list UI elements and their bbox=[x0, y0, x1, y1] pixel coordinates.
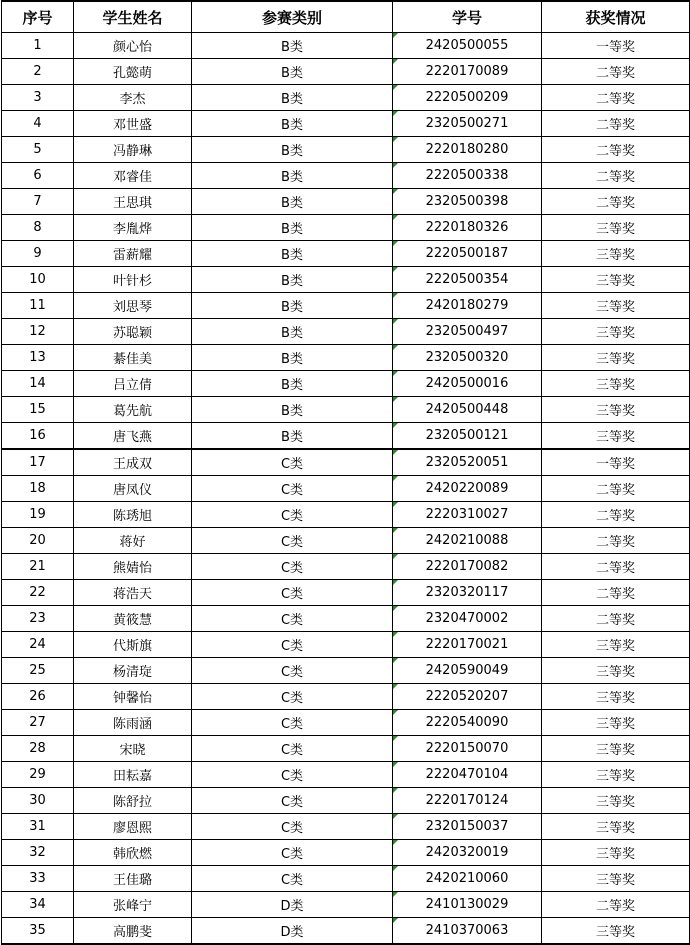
table-row bbox=[2, 371, 690, 397]
cell-index: 35 bbox=[2, 918, 74, 945]
cell-student-id: 2320500271 bbox=[393, 111, 542, 137]
cell-award: 二等奖 bbox=[542, 892, 690, 918]
cell-award: 三等奖 bbox=[542, 866, 690, 892]
cell-student-name: 葛先航 bbox=[74, 397, 192, 423]
cell-student-id: 2220170082 bbox=[393, 554, 542, 580]
cell-index: 9 bbox=[2, 241, 74, 267]
cell-student-name: 代斯旗 bbox=[74, 632, 192, 658]
cell-student-name: 陈舒拉 bbox=[74, 788, 192, 814]
header-row bbox=[2, 1, 690, 33]
cell-category: B类 bbox=[192, 423, 393, 450]
cell-student-id: 2220500354 bbox=[393, 267, 542, 293]
cell-category: B类 bbox=[192, 267, 393, 293]
cell-student-name: 李胤烨 bbox=[74, 215, 192, 241]
table-row bbox=[2, 710, 690, 736]
cell-category: B类 bbox=[192, 33, 393, 59]
cell-index: 24 bbox=[2, 632, 74, 658]
cell-category: B类 bbox=[192, 189, 393, 215]
cell-award: 三等奖 bbox=[542, 918, 690, 945]
table-row bbox=[2, 788, 690, 814]
cell-index: 32 bbox=[2, 840, 74, 866]
cell-award: 二等奖 bbox=[542, 85, 690, 111]
cell-category: C类 bbox=[192, 840, 393, 866]
table-row bbox=[2, 345, 690, 371]
header-award: 获奖情况 bbox=[542, 1, 690, 33]
cell-award: 三等奖 bbox=[542, 710, 690, 736]
cell-student-id: 2220470104 bbox=[393, 762, 542, 788]
cell-student-name: 冯静琳 bbox=[74, 137, 192, 163]
cell-student-id: 2220170124 bbox=[393, 788, 542, 814]
cell-student-id: 2320500320 bbox=[393, 345, 542, 371]
table-row bbox=[2, 215, 690, 241]
cell-student-id: 2220180280 bbox=[393, 137, 542, 163]
cell-category: D类 bbox=[192, 892, 393, 918]
award-table bbox=[1, 0, 690, 945]
cell-student-name: 孔懿萌 bbox=[74, 59, 192, 85]
table-row bbox=[2, 397, 690, 423]
cell-index: 8 bbox=[2, 215, 74, 241]
table-row bbox=[2, 606, 690, 632]
cell-index: 31 bbox=[2, 814, 74, 840]
table-row bbox=[2, 684, 690, 710]
cell-award: 三等奖 bbox=[542, 788, 690, 814]
cell-student-name: 王思琪 bbox=[74, 189, 192, 215]
header-student-id: 学号 bbox=[393, 1, 542, 33]
cell-category: C类 bbox=[192, 866, 393, 892]
cell-category: B类 bbox=[192, 397, 393, 423]
table-row bbox=[2, 892, 690, 918]
cell-index: 27 bbox=[2, 710, 74, 736]
cell-index: 12 bbox=[2, 319, 74, 345]
cell-index: 7 bbox=[2, 189, 74, 215]
table-row bbox=[2, 319, 690, 345]
cell-index: 26 bbox=[2, 684, 74, 710]
cell-student-name: 邓睿佳 bbox=[74, 163, 192, 189]
cell-category: C类 bbox=[192, 814, 393, 840]
cell-award: 三等奖 bbox=[542, 658, 690, 684]
cell-index: 16 bbox=[2, 423, 74, 450]
cell-student-name: 张峰宁 bbox=[74, 892, 192, 918]
cell-student-name: 唐飞燕 bbox=[74, 423, 192, 450]
cell-category: C类 bbox=[192, 684, 393, 710]
cell-index: 25 bbox=[2, 658, 74, 684]
cell-category: C类 bbox=[192, 554, 393, 580]
cell-award: 二等奖 bbox=[542, 528, 690, 554]
cell-award: 三等奖 bbox=[542, 762, 690, 788]
cell-award: 三等奖 bbox=[542, 241, 690, 267]
cell-student-id: 2220520207 bbox=[393, 684, 542, 710]
cell-student-id: 2220150070 bbox=[393, 736, 542, 762]
cell-category: B类 bbox=[192, 85, 393, 111]
cell-category: C类 bbox=[192, 762, 393, 788]
table-row bbox=[2, 918, 690, 945]
cell-student-name: 田耘嘉 bbox=[74, 762, 192, 788]
cell-student-id: 2320320117 bbox=[393, 580, 542, 606]
cell-student-name: 王佳璐 bbox=[74, 866, 192, 892]
table-row bbox=[2, 85, 690, 111]
cell-student-id: 2420500448 bbox=[393, 397, 542, 423]
cell-index: 1 bbox=[2, 33, 74, 59]
cell-student-id: 2320500121 bbox=[393, 423, 542, 450]
cell-student-name: 苏聪颖 bbox=[74, 319, 192, 345]
cell-award: 三等奖 bbox=[542, 684, 690, 710]
cell-category: C类 bbox=[192, 632, 393, 658]
table-row bbox=[2, 449, 690, 476]
cell-award: 三等奖 bbox=[542, 632, 690, 658]
cell-award: 三等奖 bbox=[542, 215, 690, 241]
cell-index: 19 bbox=[2, 502, 74, 528]
cell-student-id: 2320150037 bbox=[393, 814, 542, 840]
table-row bbox=[2, 423, 690, 450]
cell-award: 三等奖 bbox=[542, 397, 690, 423]
cell-student-id: 2320500398 bbox=[393, 189, 542, 215]
cell-student-name: 颜心怡 bbox=[74, 33, 192, 59]
cell-award: 三等奖 bbox=[542, 423, 690, 450]
cell-student-name: 雷薪耀 bbox=[74, 241, 192, 267]
cell-category: B类 bbox=[192, 371, 393, 397]
cell-student-name: 黄筱慧 bbox=[74, 606, 192, 632]
cell-category: C类 bbox=[192, 736, 393, 762]
table-row bbox=[2, 502, 690, 528]
cell-award: 二等奖 bbox=[542, 554, 690, 580]
cell-student-name: 刘思琴 bbox=[74, 293, 192, 319]
cell-student-name: 陈琇旭 bbox=[74, 502, 192, 528]
cell-index: 28 bbox=[2, 736, 74, 762]
cell-award: 三等奖 bbox=[542, 319, 690, 345]
table-row bbox=[2, 293, 690, 319]
cell-index: 18 bbox=[2, 476, 74, 502]
cell-student-name: 陈雨涵 bbox=[74, 710, 192, 736]
cell-student-id: 2420500016 bbox=[393, 371, 542, 397]
cell-category: B类 bbox=[192, 241, 393, 267]
cell-student-name: 杨清琁 bbox=[74, 658, 192, 684]
table-row bbox=[2, 476, 690, 502]
cell-student-name: 宋晓 bbox=[74, 736, 192, 762]
cell-award: 二等奖 bbox=[542, 606, 690, 632]
cell-student-name: 蒋好 bbox=[74, 528, 192, 554]
cell-award: 三等奖 bbox=[542, 267, 690, 293]
cell-student-name: 钟馨怡 bbox=[74, 684, 192, 710]
cell-student-id: 2420210088 bbox=[393, 528, 542, 554]
table-row bbox=[2, 762, 690, 788]
cell-award: 二等奖 bbox=[542, 476, 690, 502]
cell-student-name: 綦佳美 bbox=[74, 345, 192, 371]
cell-index: 23 bbox=[2, 606, 74, 632]
cell-award: 一等奖 bbox=[542, 33, 690, 59]
cell-index: 5 bbox=[2, 137, 74, 163]
cell-index: 20 bbox=[2, 528, 74, 554]
cell-student-name: 邓世盛 bbox=[74, 111, 192, 137]
cell-award: 三等奖 bbox=[542, 345, 690, 371]
cell-award: 二等奖 bbox=[542, 59, 690, 85]
cell-student-id: 2220310027 bbox=[393, 502, 542, 528]
cell-student-id: 2410370063 bbox=[393, 918, 542, 945]
cell-student-name: 韩欣燃 bbox=[74, 840, 192, 866]
cell-student-id: 2320520051 bbox=[393, 449, 542, 476]
cell-index: 22 bbox=[2, 580, 74, 606]
cell-category: C类 bbox=[192, 449, 393, 476]
cell-award: 三等奖 bbox=[542, 736, 690, 762]
table-row bbox=[2, 580, 690, 606]
cell-award: 二等奖 bbox=[542, 111, 690, 137]
cell-student-id: 2320500497 bbox=[393, 319, 542, 345]
cell-index: 15 bbox=[2, 397, 74, 423]
table-row bbox=[2, 33, 690, 59]
cell-index: 3 bbox=[2, 85, 74, 111]
cell-category: B类 bbox=[192, 59, 393, 85]
cell-award: 三等奖 bbox=[542, 371, 690, 397]
table-row bbox=[2, 241, 690, 267]
cell-category: C类 bbox=[192, 710, 393, 736]
table-row bbox=[2, 632, 690, 658]
cell-award: 二等奖 bbox=[542, 163, 690, 189]
header-student-name: 学生姓名 bbox=[74, 1, 192, 33]
cell-index: 6 bbox=[2, 163, 74, 189]
cell-student-name: 李杰 bbox=[74, 85, 192, 111]
cell-index: 4 bbox=[2, 111, 74, 137]
cell-student-name: 熊婧怡 bbox=[74, 554, 192, 580]
cell-category: B类 bbox=[192, 163, 393, 189]
table-row bbox=[2, 111, 690, 137]
cell-student-id: 2220170021 bbox=[393, 632, 542, 658]
cell-index: 17 bbox=[2, 449, 74, 476]
cell-student-id: 2410130029 bbox=[393, 892, 542, 918]
cell-student-id: 2220500338 bbox=[393, 163, 542, 189]
table-row bbox=[2, 554, 690, 580]
table-row bbox=[2, 163, 690, 189]
cell-student-name: 蒋浩天 bbox=[74, 580, 192, 606]
cell-category: B类 bbox=[192, 293, 393, 319]
cell-student-id: 2320470002 bbox=[393, 606, 542, 632]
cell-award: 二等奖 bbox=[542, 137, 690, 163]
cell-award: 二等奖 bbox=[542, 189, 690, 215]
cell-student-id: 2420590049 bbox=[393, 658, 542, 684]
cell-student-id: 2420500055 bbox=[393, 33, 542, 59]
cell-student-id: 2420180279 bbox=[393, 293, 542, 319]
cell-category: C类 bbox=[192, 502, 393, 528]
cell-category: C类 bbox=[192, 528, 393, 554]
cell-student-name: 唐凤仪 bbox=[74, 476, 192, 502]
cell-category: C类 bbox=[192, 606, 393, 632]
cell-student-id: 2220540090 bbox=[393, 710, 542, 736]
table-row bbox=[2, 267, 690, 293]
table-row bbox=[2, 736, 690, 762]
cell-category: B类 bbox=[192, 137, 393, 163]
cell-index: 29 bbox=[2, 762, 74, 788]
cell-category: D类 bbox=[192, 918, 393, 945]
cell-category: C类 bbox=[192, 788, 393, 814]
cell-award: 三等奖 bbox=[542, 814, 690, 840]
table-row bbox=[2, 840, 690, 866]
cell-index: 34 bbox=[2, 892, 74, 918]
cell-category: C类 bbox=[192, 658, 393, 684]
cell-award: 二等奖 bbox=[542, 502, 690, 528]
cell-index: 14 bbox=[2, 371, 74, 397]
cell-student-id: 2220180326 bbox=[393, 215, 542, 241]
table-header bbox=[2, 1, 690, 33]
cell-student-name: 廖恩熙 bbox=[74, 814, 192, 840]
table-row bbox=[2, 814, 690, 840]
table-row bbox=[2, 137, 690, 163]
cell-category: B类 bbox=[192, 111, 393, 137]
cell-index: 13 bbox=[2, 345, 74, 371]
cell-index: 11 bbox=[2, 293, 74, 319]
cell-index: 33 bbox=[2, 866, 74, 892]
cell-index: 2 bbox=[2, 59, 74, 85]
cell-index: 10 bbox=[2, 267, 74, 293]
header-index: 序号 bbox=[2, 1, 74, 33]
cell-award: 三等奖 bbox=[542, 840, 690, 866]
cell-index: 21 bbox=[2, 554, 74, 580]
cell-student-name: 高鹏斐 bbox=[74, 918, 192, 945]
header-category: 参赛类别 bbox=[192, 1, 393, 33]
cell-category: B类 bbox=[192, 345, 393, 371]
cell-category: C类 bbox=[192, 476, 393, 502]
cell-student-id: 2420220089 bbox=[393, 476, 542, 502]
cell-award: 二等奖 bbox=[542, 580, 690, 606]
table-row bbox=[2, 866, 690, 892]
table-body bbox=[2, 33, 690, 945]
cell-category: B类 bbox=[192, 215, 393, 241]
cell-award: 三等奖 bbox=[542, 293, 690, 319]
cell-student-id: 2420210060 bbox=[393, 866, 542, 892]
table-row bbox=[2, 658, 690, 684]
cell-category: B类 bbox=[192, 319, 393, 345]
cell-student-name: 叶针杉 bbox=[74, 267, 192, 293]
cell-student-id: 2220500187 bbox=[393, 241, 542, 267]
cell-student-name: 王成双 bbox=[74, 449, 192, 476]
cell-index: 30 bbox=[2, 788, 74, 814]
cell-student-id: 2220170089 bbox=[393, 59, 542, 85]
cell-student-name: 吕立倩 bbox=[74, 371, 192, 397]
cell-student-id: 2220500209 bbox=[393, 85, 542, 111]
table-row bbox=[2, 189, 690, 215]
cell-award: 一等奖 bbox=[542, 449, 690, 476]
cell-student-id: 2420320019 bbox=[393, 840, 542, 866]
table-row bbox=[2, 528, 690, 554]
cell-category: C类 bbox=[192, 580, 393, 606]
table-row bbox=[2, 59, 690, 85]
